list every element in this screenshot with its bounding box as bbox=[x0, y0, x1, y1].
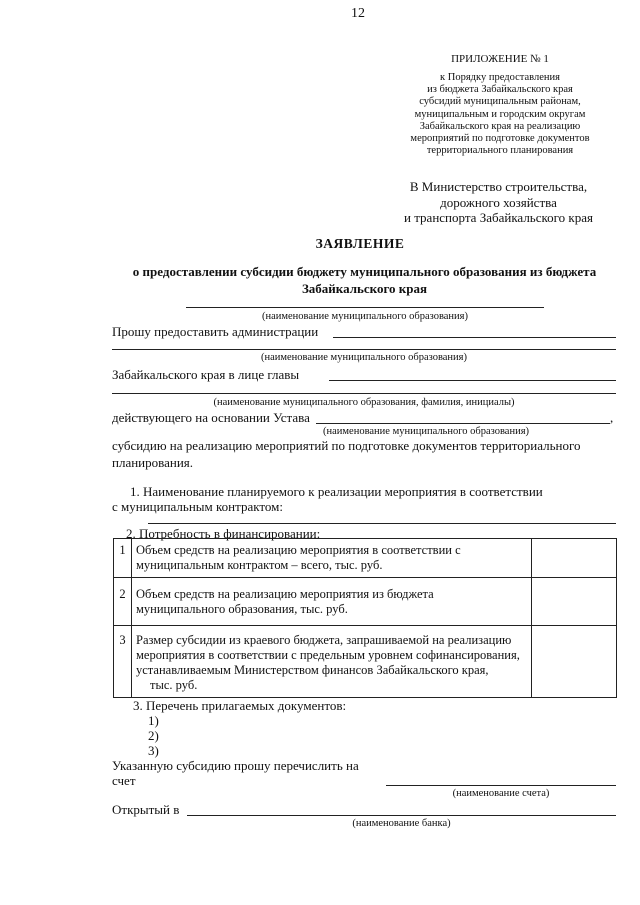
head-name-field-continued[interactable] bbox=[112, 393, 616, 394]
row-value-cell[interactable] bbox=[532, 539, 617, 578]
item-1-line-2: с муниципальным контрактом: bbox=[112, 499, 283, 514]
appendix-title: ПРИЛОЖЕНИЕ № 1 bbox=[451, 53, 549, 65]
row-value-cell[interactable] bbox=[532, 578, 617, 626]
row-number: 1 bbox=[114, 539, 132, 578]
row-description: Объем средств на реализацию мероприятия в соответствии с муниципальным контрактом – всего, тыс. руб. bbox=[132, 539, 532, 578]
appendix-line: муниципальным и городским округам bbox=[414, 108, 586, 120]
bank-field[interactable] bbox=[187, 815, 616, 816]
financing-table bbox=[113, 538, 617, 698]
appendix-line: Забайкальского края на реализацию bbox=[419, 120, 581, 132]
document-subtitle-line-2: Забайкальского края bbox=[301, 281, 428, 296]
transfer-line-2: счет bbox=[112, 773, 136, 788]
addressee-block bbox=[372, 179, 625, 226]
subsidy-paragraph-line-1: субсидию на реализацию мероприятий по подготовке документов территориального bbox=[112, 438, 581, 453]
charter-field[interactable] bbox=[316, 423, 610, 424]
table-row bbox=[114, 626, 617, 698]
head-name-field[interactable] bbox=[329, 380, 616, 381]
row-value-cell[interactable] bbox=[532, 626, 617, 698]
row-number: 3 bbox=[114, 626, 132, 698]
appendix-line: мероприятий по подготовке документов bbox=[410, 133, 590, 145]
document-title: ЗАЯВЛЕНИЕ bbox=[315, 236, 405, 251]
administration-field-continued[interactable] bbox=[112, 349, 616, 350]
item-3-label: 3. Перечень прилагаемых документов: bbox=[133, 698, 347, 713]
document-item-2: 2) bbox=[148, 728, 159, 743]
row-description: Размер субсидии из краевого бюджета, запрашиваемой на реализацию мероприятия в соответствии с предельным уровнем софинансирования, устанавливаемым Министерством финансов Забайкальского края, тыс. руб. bbox=[132, 626, 532, 698]
account-field[interactable] bbox=[386, 785, 616, 786]
addressee-line: и транспорта Забайкальского края bbox=[404, 210, 593, 225]
document-item-3: 3) bbox=[148, 743, 159, 758]
administration-field[interactable] bbox=[333, 337, 616, 338]
transfer-line-1: Указанную субсидию прошу перечислить на bbox=[112, 758, 359, 773]
request-label: Прошу предоставить администрации bbox=[112, 324, 319, 339]
subsidy-paragraph-line-2: планирования. bbox=[112, 455, 194, 470]
charter-hint: (наименование муниципального образования) bbox=[323, 426, 530, 437]
head-label: Забайкальского края в лице главы bbox=[112, 367, 300, 382]
appendix-line: из бюджета Забайкальского края bbox=[427, 84, 573, 96]
appendix-line: к Порядку предоставления bbox=[440, 72, 560, 83]
addressee-line: В Министерство строительства, bbox=[409, 179, 588, 194]
appendix-text bbox=[380, 72, 620, 157]
row-description: Объем средств на реализацию мероприятия из бюджета муниципального образования, тыс. руб. bbox=[132, 578, 532, 626]
page-number: 12 bbox=[351, 6, 365, 21]
account-hint: (наименование счета) bbox=[452, 788, 550, 799]
document-subtitle-line-1: о предоставлении субсидии бюджету муниципального образования из бюджета bbox=[132, 264, 597, 279]
municipality-name-field[interactable] bbox=[186, 307, 544, 308]
opened-in-label: Открытый в bbox=[112, 802, 180, 817]
table-row bbox=[114, 539, 617, 578]
appendix-line: субсидий муниципальным районам, bbox=[419, 96, 581, 108]
head-name-hint: (наименование муниципального образования, фамилия, инициалы) bbox=[213, 397, 515, 408]
activity-name-field[interactable] bbox=[148, 523, 616, 524]
bank-hint: (наименование банка) bbox=[352, 818, 451, 829]
charter-label: действующего на основании Устава bbox=[112, 410, 310, 425]
item-2-label: 2. Потребность в финансировании: bbox=[126, 526, 321, 541]
administration-hint: (наименование муниципального образования) bbox=[260, 352, 468, 363]
appendix-line: территориального планирования bbox=[426, 145, 574, 157]
item-1-line-1: 1. Наименование планируемого к реализации мероприятия в соответствии bbox=[130, 484, 543, 499]
row-number: 2 bbox=[114, 578, 132, 626]
municipality-name-hint: (наименование муниципального образования) bbox=[261, 311, 469, 322]
table-row bbox=[114, 578, 617, 626]
document-item-1: 1) bbox=[148, 713, 159, 728]
addressee-line: дорожного хозяйства bbox=[440, 194, 557, 210]
